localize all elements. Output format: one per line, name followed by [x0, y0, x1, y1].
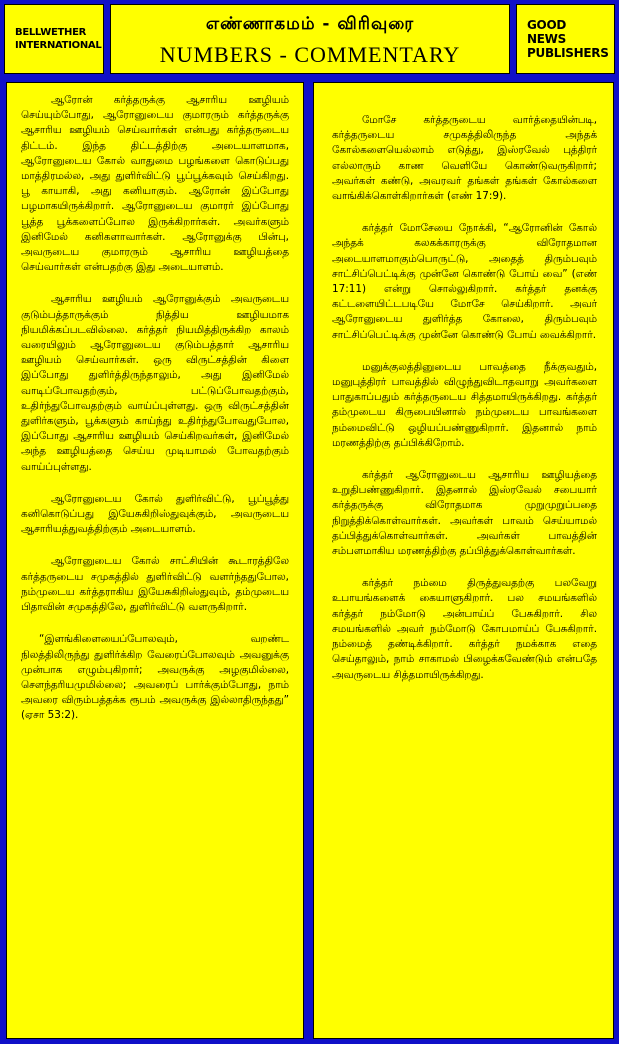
commentary-column-right	[313, 82, 614, 1039]
paragraph: ஆரோனுடைய கோல் துளிர்விட்டு, பூப்பூத்து கனிகொடுப்பது இயேசுகிறிஸ்துவுக்கும், அவருடைய ஆசாரியத்துவத்திற்கும் அடையாளம்.	[21, 492, 289, 536]
paragraph: ஆசாரிய ஊழியம் ஆரோனுக்கும் அவருடைய குடும்பத்தாருக்கும் நித்திய ஊழியமாக நியமிக்கப்படவில்லை. கர்த்தர் நியமித்திருக்கிற காலம் வரையிலும் ஆரோனுடைய குடும்பத்தார் ஆசாரிய ஊழியம் செய்வார்கள். ஒரு விருட்சத்தின் கிளை இப்போது துளிர்த்திருந்தாலும், அது இனிமேல் வாடிப்போவதற்கும், பட்டுப்போவதற்கும், உதிர்ந்துபோவதற்கும் வாய்ப்புள்ளது. ஒரு விருட்சத்தின் துளிர்களும், பூக்களும் காய்ந்து உதிர்ந்துபோவதுபோல, இப்போது ஆசாரிய ஊழியம் செய்கிறவர்கள், இனிமேல் அந்த ஊழியத்தை செய்ய முடியாமல் போவதற்கும் வாய்ப்புள்ளது.	[21, 293, 289, 473]
paragraph: கர்த்தர் நம்மை திருத்துவதற்கு பலவேறு உபாயங்களைக் கையாளுகிறார். பல சமயங்களில் கர்த்தர் நம்மோடு அன்பாய்ப் பேசுகிறார். சில சமயங்களில் அவர் நம்மோடு கோபமாய்ப் பேசுகிறார். நம்மைத் தண்டிக்கிறார். கர்த்தர் நமக்காக எதை செய்தாலும், நாம் சாகாமல் பிழைக்கவேண்டும் என்பதே அவருடைய சித்தமாயிருக்கிறது.	[332, 577, 597, 681]
page-title-tamil: எண்ணாகமம் - விரிவுரை	[205, 14, 415, 34]
page-title-english: NUMBERS - COMMENTARY	[159, 42, 461, 67]
logo-right-line1: GOOD NEWS	[527, 18, 567, 46]
logo-left-line1: BELLWETHER	[15, 27, 87, 38]
logo-left-line2: INTERNATIONAL	[15, 40, 102, 51]
paragraph: ஆரோனுடைய கோல் சாட்சியின் கூடாரத்திலே கர்த்தருடைய சமுகத்தில் துளிர்விட்டு வளர்ந்ததுபோல, நம்முடைய கர்த்தராகிய இயேசுகிறிஸ்துவும், தம்முடைய பிதாவின் சமுகத்திலே, துளிர்விட்டு வளருகிறார்.	[21, 555, 289, 614]
scripture-quote: “இளங்கிளையைப்போலவும், வறண்ட நிலத்திலிருந்து துளிர்க்கிற வேரைப்போலவும் அவனுக்கு முன்பாக எழும்புகிறார்; அவருக்கு அழகுமில்லை, சௌந்தரியமுமில்லை; அவரைப் பார்க்கும்போது, நாம் அவரை விரும்பத்தக்க ரூபம் அவருக்கு இல்லாதிருந்தது” (ஏசா 53:2).	[21, 633, 289, 722]
publisher-logo-right	[516, 4, 615, 74]
paragraph: மனுக்குலத்தினுடைய பாவத்தை நீக்குவதும், மனுபுத்திரர் பாவத்தில் விழுந்துவிடாதவாறு அவர்களை பாதுகாப்பதும் கர்த்தருடைய சித்தமாயிருக்கிறது. கர்த்தர் தம்முடைய கிருபையினால் நம்முடைய பாவங்களை நம்மைவிட்டு ஒழியப்பண்ணுகிறார். இதனால் நாம் மரணத்திற்கு தப்பிக்கிறோம்.	[332, 360, 597, 449]
paragraph: கர்த்தர் ஆரோனுடைய ஆசாரிய ஊழியத்தை உறுதிபண்ணுகிறார். இதனால் இஸ்ரவேல் சபையார் கர்த்தருக்கு விரோதமாக முறுமுறுப்பதை நிறுத்திக்கொள்வார்கள். அவர்கள் பாவம் செய்யாமல் தப்பித்துக்கொள்வார்கள். அவர்கள் பாவத்தின் சம்பளமாகிய மரணத்திற்கு தப்பித்துக்கொள்வார்கள்.	[332, 469, 597, 558]
page-header	[110, 4, 510, 74]
paragraph: மோசே கர்த்தருடைய வார்த்தையின்படி, கர்த்தருடைய சமுகத்திலிருந்த அந்தக் கோல்களையெல்லாம் எடுத்து, இஸ்ரவேல் புத்திரர் எல்லாரும் காண வெளியே கொண்டுவருகிறார்; அவர்கள் கண்டு, அவரவர் தங்கள் தங்கள் கோல்களை வாங்கிக்கொள்கிறார்கள் (எண் 17:9).	[332, 114, 597, 203]
logo-right-line2: PUBLISHERS	[527, 46, 609, 60]
paragraph: ஆரோன் கர்த்தருக்கு ஆசாரிய ஊழியம் செய்யும்போது, ஆரோனுடைய குமாரரும் கர்த்தருக்கு ஆசாரிய ஊழியம் செய்வார்கள் என்பது கர்த்தருடைய திட்டம். இந்த திட்டத்திற்கு அடையாளமாக, ஆரோனுடைய கோல் வாதுமை பழங்களை கொடுப்பது மாத்திரமல்ல, அது துளிர்விட்டு பூப்பூக்கவும் செய்கிறது. பூ காயாகி, அது கனியாகும். ஆரோன் இப்போது பழமாகயிருக்கிறார். ஆரோனுடைய குமாரர் இப்போது பூத்த பூக்களைப்போல இருக்கிறார்கள். அவர்களும் இனிமேல் கனிகளாவார்கள். ஆரோனுக்கு பின்பு, அவருடைய குமாரரும் ஆசாரிய ஊழியத்தை செய்வார்கள் என்பதற்கு இது அடையாளம்.	[21, 94, 289, 274]
paragraph: கர்த்தர் மோசேயை நோக்கி, “ஆரோனின் கோல் அந்தக் கலகக்காரருக்கு விரோதமான அடையாளமாகும்பொருட்டு, அதைத் திரும்பவும் சாட்சிப்பெட்டிக்கு முன்னே கொண்டு போய் வை” (எண் 17:11) என்று சொல்லுகிறார். கர்த்தர் தனக்கு கட்டளையிட்டபடியே மோசே செய்கிறார். அவர் ஆரோனுடைய துளிர்த்த கோலை, திரும்பவும் சாட்சிப்பெட்டிக்கு முன்னே கொண்டு போய் வைக்கிறார்.	[332, 222, 597, 341]
publisher-logo-left	[4, 4, 104, 74]
commentary-column-left	[6, 82, 304, 1039]
